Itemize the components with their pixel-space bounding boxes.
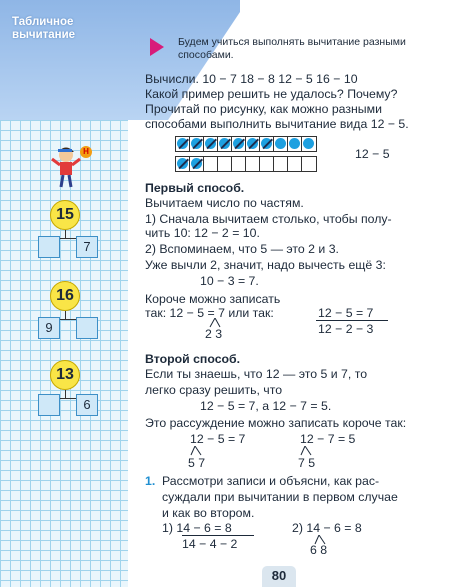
expr-2: 12 − 7 = 5 [300, 432, 356, 446]
exercise-line: суждали при вычитании в первом случае [162, 490, 398, 504]
counter-dot [289, 138, 300, 149]
question: Какой пример решить не удалось? Почему? [145, 87, 398, 101]
method1-line: чить 10: 12 − 2 = 10. [145, 226, 260, 240]
exercise-a-bottom: 14 − 4 − 2 [182, 537, 238, 551]
frame-cell [218, 137, 232, 151]
method2-line: 12 − 5 = 7, а 12 − 7 = 5. [200, 399, 332, 413]
method1-line: Короче можно записать [145, 292, 281, 306]
frame-cell [302, 157, 316, 171]
method1-line: так: 12 − 5 = 7 или так: [145, 306, 274, 320]
split-lines-icon [298, 446, 318, 456]
method2-line: Это рассуждение можно записать короче так: [145, 416, 407, 430]
frame-cell [274, 157, 288, 171]
house-right-box [76, 317, 98, 339]
frame-cell [232, 137, 246, 151]
house-left-box [38, 236, 60, 258]
frame-cell [260, 137, 274, 151]
method2-line: Если ты знаешь, что 12 — это 5 и 7, то [145, 367, 368, 381]
exercise-a-top: 1) 14 − 6 = 8 [162, 521, 232, 535]
frame-cell [204, 157, 218, 171]
expr-1: 12 − 5 = 7 [190, 432, 246, 446]
picture-label: 12 − 5 [355, 147, 390, 161]
page-number: 80 [271, 568, 287, 583]
exercise-line: и как во втором. [162, 506, 255, 520]
exercise-number: 1. [145, 474, 156, 488]
fraction-bottom: 12 − 2 − 3 [318, 322, 374, 336]
fraction-top: 12 − 5 = 7 [318, 306, 374, 320]
method1-title: Первый способ. [145, 181, 245, 195]
frame-cell [190, 137, 204, 151]
method1-line: Вычитаем число по частям. [145, 196, 304, 210]
frame-cell [288, 137, 302, 151]
exercise-b-top: 2) 14 − 6 = 8 [292, 521, 362, 535]
expr-2-parts: 7 5 [298, 456, 316, 470]
exercise-line: Рассмотри записи и объясни, как рас- [162, 474, 380, 488]
tens-frame-row-1 [175, 136, 317, 152]
house-left-box [38, 394, 60, 416]
frame-cell [218, 157, 232, 171]
new-topic-badge: Н [80, 146, 92, 158]
house-top: 16 [50, 281, 80, 311]
frame-cell [302, 137, 316, 151]
lesson-goal: Будем учиться выполнять вычитание разными способами. [178, 36, 406, 61]
exercise-b-parts: 6 8 [310, 543, 328, 557]
frame-cell [246, 157, 260, 171]
task-line: Вычисли. 10 − 7 18 − 8 12 − 5 16 − 10 [145, 72, 358, 86]
frame-cell [260, 157, 274, 171]
house-right-box: 6 [76, 394, 98, 416]
section-title: Табличное вычитание [12, 16, 76, 41]
method2-title: Второй способ. [145, 352, 241, 366]
house-top: 13 [50, 360, 80, 390]
method1-line: 2) Вспоминаем, что 5 — это 2 и 3. [145, 242, 339, 256]
frame-cell [288, 157, 302, 171]
house-right-box: 7 [76, 236, 98, 258]
frame-cell [176, 157, 190, 171]
method1-line: 1) Сначала вычитаем столько, чтобы полу- [145, 212, 392, 226]
frame-cell [274, 137, 288, 151]
method2-line: легко сразу решить, что [145, 383, 283, 397]
goal-flag-icon [150, 38, 164, 56]
frame-cell [232, 157, 246, 171]
frame-cell [204, 137, 218, 151]
split-parts: 2 3 [205, 327, 223, 341]
counter-dot [303, 138, 314, 149]
house-top: 15 [50, 200, 80, 230]
frame-cell [190, 157, 204, 171]
house-left-box: 9 [38, 317, 60, 339]
split-lines-icon [188, 446, 208, 456]
tens-frame-row-2 [175, 156, 317, 172]
frame-cell [246, 137, 260, 151]
method1-line: 10 − 3 = 7. [200, 274, 259, 288]
frame-cell [176, 137, 190, 151]
read-line-1: Прочитай по рисунку, как можно разными [145, 102, 382, 116]
expr-1-parts: 5 7 [188, 456, 206, 470]
read-line-2: способами выполнить вычитание вида 12 − 5. [145, 117, 409, 131]
method1-line: Уже вычли 2, значит, надо вычесть ещё 3: [145, 258, 386, 272]
counter-dot [275, 138, 286, 149]
